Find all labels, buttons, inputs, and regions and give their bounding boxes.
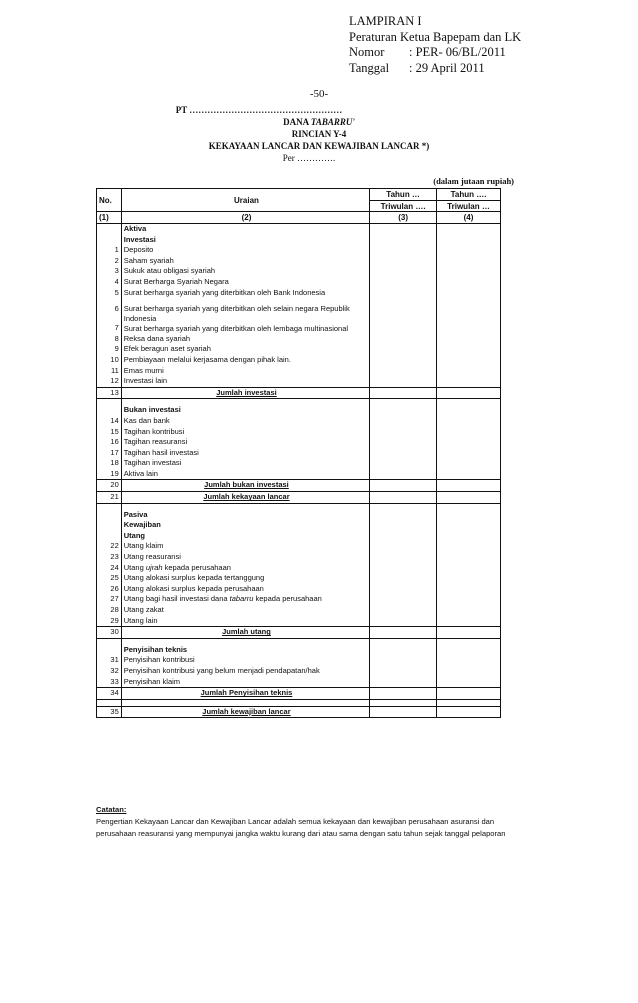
page-number: -50-: [309, 88, 329, 100]
section-bukan-investasi: Bukan investasi: [121, 405, 369, 416]
row-label: Utang alokasi surplus kepada perusahaan: [121, 584, 369, 595]
table-row: [97, 458, 501, 469]
row-label: Utang alokasi surplus kepada tertanggung: [121, 573, 369, 584]
total-row: [97, 387, 501, 399]
rincian-title: RINCIAN Y-4: [291, 129, 347, 139]
row-number: 14: [97, 416, 122, 427]
lampiran-label: LAMPIRAN I: [349, 14, 422, 28]
col-idx-3: (3): [370, 212, 437, 224]
table-row: [97, 355, 501, 366]
col-tahun-1: Tahun …: [370, 189, 437, 201]
total-label: Jumlah Penyisihan teknis: [200, 688, 293, 698]
total-row: [97, 706, 501, 718]
row-number: 35: [97, 706, 122, 718]
row-number: 12: [97, 376, 122, 387]
row-label: Pembiayaan melalui kerjasama dengan pihak lain.: [121, 355, 369, 366]
row-label-part: Utang: [123, 562, 146, 572]
total-label: Jumlah kekayaan lancar: [203, 492, 290, 502]
col-idx-4: (4): [437, 212, 501, 224]
table-row: [97, 334, 501, 345]
nomor-row: [349, 45, 521, 61]
table-row: [97, 469, 501, 480]
total-label: Jumlah investasi: [216, 387, 277, 397]
section-utang: Utang: [121, 531, 369, 542]
row-number: 13: [97, 387, 122, 399]
table-row: [97, 655, 501, 666]
section-row: [97, 510, 501, 521]
row-label-italic: ujrah: [145, 562, 163, 572]
section-penyisihan: Penyisihan teknis: [121, 645, 369, 656]
tanggal-row: [349, 61, 521, 77]
report-table: [96, 188, 501, 718]
row-label: Penyisihan kontribusi yang belum menjadi pendapatan/hak: [121, 666, 369, 677]
row-label: Surat berharga syariah yang diterbitkan oleh lembaga multinasional: [121, 323, 369, 334]
row-number: 26: [97, 584, 122, 595]
total-utang: [121, 627, 369, 639]
row-number: 23: [97, 552, 122, 563]
total-kekayaan-lancar: [121, 492, 369, 504]
row-number: 33: [97, 677, 122, 688]
section-kewajiban: Kewajiban: [121, 520, 369, 531]
total-label: Jumlah kewajiban lancar: [202, 706, 291, 716]
row-number: 22: [97, 541, 122, 552]
row-number: 9: [97, 344, 122, 355]
row-label: Tagihan reasuransi: [121, 437, 369, 448]
notes-text: Pengertian Kekayaan Lancar dan Kewajiban Lancar adalah semua kekayaan dan kewajiban perusahaan asuransi dan perusahaan reasuransi yang mempunyai jangka waktu kurang dari atau sama dengan satu tahun sejak tanggal pelaporan: [96, 817, 506, 838]
row-label: Utang reasuransi: [121, 552, 369, 563]
row-number: 10: [97, 355, 122, 366]
table-row: [97, 448, 501, 459]
row-label: Utang zakat: [121, 605, 369, 616]
table-row: [97, 563, 501, 574]
row-number: 19: [97, 469, 122, 480]
total-kewajiban-lancar: [121, 706, 369, 718]
section-row: [97, 645, 501, 656]
row-label: Kas dan bank: [121, 416, 369, 427]
row-number: 2: [97, 256, 122, 267]
table-row: [97, 288, 501, 299]
table-row: [97, 605, 501, 616]
row-label: Reksa dana syariah: [121, 334, 369, 345]
section-row: [97, 531, 501, 542]
row-number: 1: [97, 245, 122, 256]
nomor-label: Nomor: [349, 45, 385, 59]
row-number: 7: [97, 323, 122, 334]
row-number: 30: [97, 627, 122, 639]
regulation-header: [349, 14, 521, 76]
section-row: [97, 520, 501, 531]
table-row: [97, 266, 501, 277]
row-label-part: kepada perusahaan: [162, 562, 231, 572]
company-line: PT ……………………………………………: [175, 105, 343, 115]
row-number: 15: [97, 427, 122, 438]
row-number: 18: [97, 458, 122, 469]
table-row: [97, 552, 501, 563]
row-label: Utang lain: [121, 616, 369, 627]
table-row: [97, 437, 501, 448]
dana-prefix: DANA: [283, 117, 311, 127]
notes-title: Catatan:: [96, 805, 127, 814]
table-row: [97, 594, 501, 605]
col-triwulan-2: Triwulan …: [437, 201, 501, 212]
table-row: [97, 323, 501, 334]
regulation-name: Peraturan Ketua Bapepam dan LK: [349, 29, 522, 44]
tanggal-label: Tanggal: [349, 60, 390, 75]
row-number: 32: [97, 666, 122, 677]
row-number: 21: [97, 492, 122, 504]
table-row: [97, 416, 501, 427]
row-label: Investasi lain: [121, 376, 369, 387]
row-label: Deposito: [121, 245, 369, 256]
row-number: 11: [97, 366, 122, 377]
row-number: 20: [97, 480, 122, 492]
row-number: 8: [97, 334, 122, 345]
row-number: 5: [97, 288, 122, 299]
table-row: [97, 616, 501, 627]
row-number: 4: [97, 277, 122, 288]
total-penyisihan: [121, 688, 369, 700]
total-row: [97, 688, 501, 700]
col-idx-2: (2): [121, 212, 369, 224]
row-number: 16: [97, 437, 122, 448]
table-row: [97, 573, 501, 584]
row-label: Tagihan hasil investasi: [121, 448, 369, 459]
report-title: KEKAYAAN LANCAR DAN KEWAJIBAN LANCAR *): [208, 141, 430, 151]
section-row: [97, 235, 501, 246]
table-row: [97, 584, 501, 595]
row-number: 29: [97, 616, 122, 627]
notes-section: [96, 804, 536, 840]
nomor-value: : PER- 06/BL/2011: [409, 45, 506, 59]
table-row: [97, 245, 501, 256]
row-label: Utang klaim: [121, 541, 369, 552]
row-label: Saham syariah: [121, 256, 369, 267]
col-tahun-2: Tahun ….: [437, 189, 501, 201]
row-label: Surat berharga syariah yang diterbitkan oleh selain negara Republik Indonesia: [121, 304, 369, 323]
row-number: 34: [97, 688, 122, 700]
row-number: 17: [97, 448, 122, 459]
table-row: [97, 366, 501, 377]
row-label: Sukuk atau obligasi syariah: [121, 266, 369, 277]
section-row: [97, 405, 501, 416]
section-pasiva: Pasiva: [121, 510, 369, 521]
total-investasi: [121, 387, 369, 399]
total-row: [97, 627, 501, 639]
table-row: [97, 677, 501, 688]
col-idx-1: (1): [97, 212, 122, 224]
row-number: 3: [97, 266, 122, 277]
row-label: Tagihan investasi: [121, 458, 369, 469]
spacer-row: [97, 699, 501, 706]
total-label: Jumlah utang: [222, 627, 271, 637]
row-label-ujrah: [121, 563, 369, 574]
row-label: Penyisihan klaim: [121, 677, 369, 688]
row-label: Aktiva lain: [121, 469, 369, 480]
total-label: Jumlah bukan investasi: [204, 480, 289, 490]
col-uraian: Uraian: [121, 189, 369, 212]
row-label: Surat Berharga Syariah Negara: [121, 277, 369, 288]
table-row: [97, 541, 501, 552]
dana-title: [0, 116, 638, 128]
table-row: [97, 277, 501, 288]
row-label: Penyisihan kontribusi: [121, 655, 369, 666]
section-row: [97, 224, 501, 235]
row-number: 6: [97, 304, 122, 323]
table-row: [97, 666, 501, 677]
row-label: Surat berharga syariah yang diterbitkan oleh Bank Indonesia: [121, 288, 369, 299]
dana-italic: TABARRU': [310, 117, 355, 127]
unit-note: (dalam jutaan rupiah): [433, 176, 514, 186]
header-row-index: [97, 212, 501, 224]
table-row: [97, 376, 501, 387]
row-label: Emas murni: [121, 366, 369, 377]
row-label-part: Utang bagi hasil investasi dana: [123, 594, 230, 604]
col-no: No.: [97, 189, 122, 212]
table-row: [97, 427, 501, 438]
row-label: Efek beragun aset syariah: [121, 344, 369, 355]
total-row: [97, 480, 501, 492]
row-number: 31: [97, 655, 122, 666]
row-number: 28: [97, 605, 122, 616]
tanggal-value: : 29 April 2011: [409, 60, 485, 75]
table-row: [97, 304, 501, 323]
table-row: [97, 344, 501, 355]
total-bukan-investasi: [121, 480, 369, 492]
period-line: Per ………….: [282, 153, 336, 163]
row-label-tabarru: [121, 594, 369, 605]
row-label-italic: tabarru: [229, 594, 254, 604]
col-triwulan-1: Triwulan ….: [370, 201, 437, 212]
total-row: [97, 492, 501, 504]
row-number: 25: [97, 573, 122, 584]
row-number: 27: [97, 594, 122, 605]
header-row-1: [97, 189, 501, 201]
row-number: 24: [97, 563, 122, 574]
table-row: [97, 256, 501, 267]
row-label-part: kepada perusahaan: [253, 594, 322, 604]
row-label: Tagihan kontribusi: [121, 427, 369, 438]
section-investasi: Investasi: [121, 235, 369, 246]
section-aktiva: Aktiva: [121, 224, 369, 235]
